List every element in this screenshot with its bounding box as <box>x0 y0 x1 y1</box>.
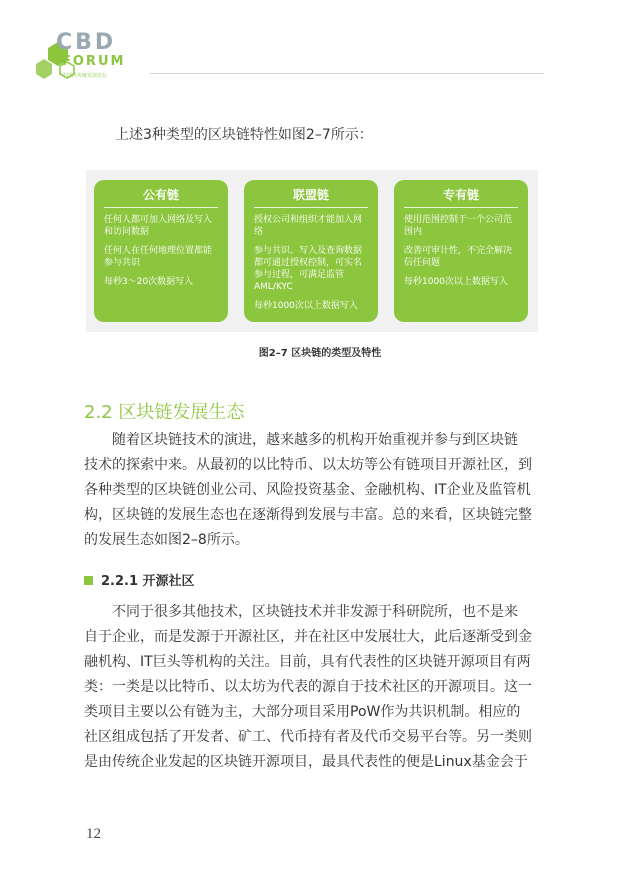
figure-blockchain-types <box>86 170 538 332</box>
card-item: 任何人在任何地理位置都能参与共识 <box>104 246 213 268</box>
paragraph-line: 不同于很多其他技术，区块链技术并非发源于科研院所，也不是来 <box>112 604 518 620</box>
paragraph-line: 的发展生态如图2–8所示。 <box>84 532 249 548</box>
card-consortium-chain <box>244 180 378 322</box>
paragraph-ecosystem <box>84 428 550 553</box>
card-item: 使用范围控制于一个公司范围内 <box>404 215 513 237</box>
logo-tagline: 中国区块链发展论坛 <box>62 73 108 79</box>
card-private-chain <box>394 180 528 322</box>
paragraph-line: 构，区块链的发展生态也在逐渐得到发展与丰富。总的来看，区块链完整 <box>84 507 532 523</box>
paragraph-line: 各种类型的区块链创业公司、风险投资基金、金融机构、IT企业及监管机 <box>84 482 531 498</box>
intro-text: 上述3种类型的区块链特性如图2–7所示： <box>115 127 373 143</box>
card-item: 每秒1000次以上数据写入 <box>404 277 508 287</box>
paragraph-line: 类项目主要以公有链为主，大部分项目采用PoW作为共识机制。相应的 <box>84 704 521 720</box>
card-item: 授权公司和组织才能加入网络 <box>254 215 363 237</box>
paragraph-line: 社区组成包括了开发者、矿工、代币持有者及代币交易平台等。另一类则 <box>84 729 532 745</box>
paragraph-line: 自于企业，而是发源于开源社区，并在社区中发展壮大，此后逐渐受到金 <box>84 629 532 645</box>
page-number: 12 <box>86 826 101 842</box>
card-public-chain <box>94 180 228 322</box>
logo-main-text: CBD <box>56 30 117 55</box>
subsection-title: 2.2.1 开源社区 <box>101 574 195 589</box>
card-item: 参与共识、写入及查询数据都可通过授权控制，可实名参与过程，可满足监管AML/KYC <box>254 246 363 292</box>
header-divider <box>150 73 544 74</box>
card-item: 任何人都可加入网络及写入和访问数据 <box>104 215 213 237</box>
paragraph-open-source <box>84 600 550 775</box>
logo-sub-text: FORUM <box>62 54 126 69</box>
card-item: 每秒1000次以上数据写入 <box>254 301 358 311</box>
subsection-heading <box>84 570 195 589</box>
card-title: 公有链 <box>104 186 218 208</box>
paragraph-line: 是由传统企业发起的区块链开源项目，最具代表性的便是Linux基金会于 <box>84 754 528 770</box>
card-title: 专有链 <box>404 186 518 208</box>
card-item: 每秒3～20次数据写入 <box>104 277 194 287</box>
card-item: 改善可审计性，不完全解决信任问题 <box>404 246 513 268</box>
card-title: 联盟链 <box>254 186 368 208</box>
paragraph-line: 技术的探索中来。从最初的以比特币、以太坊等公有链项目开源社区，到 <box>84 457 532 473</box>
subsection-marker <box>84 576 93 585</box>
figure-caption: 图2–7 区块链的类型及特性 <box>258 348 382 359</box>
paragraph-line: 类：一类是以比特币、以太坊为代表的源自于技术社区的开源项目。这一 <box>84 679 532 695</box>
paragraph-line: 随着区块链技术的演进，越来越多的机构开始重视并参与到区块链 <box>112 432 518 448</box>
paragraph-line: 融机构、IT巨头等机构的关注。目前，具有代表性的区块链开源项目有两 <box>84 654 531 670</box>
section-title: 2.2 区块链发展生态 <box>84 402 245 423</box>
